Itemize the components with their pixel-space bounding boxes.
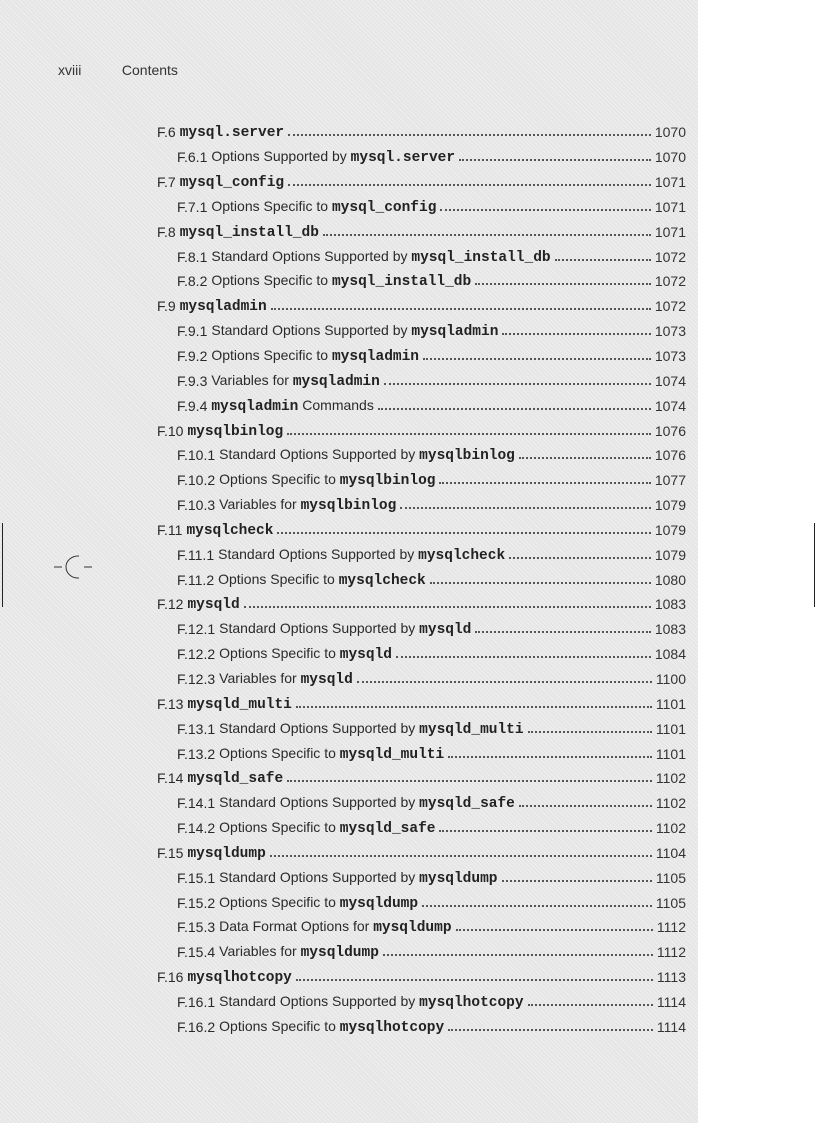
command-name: mysqld [300,671,353,688]
command-name: mysqld [419,622,472,639]
section-number: F.7.1 [177,198,208,215]
dot-leader [277,518,650,534]
toc-entry[interactable] [0,816,698,841]
section-title [187,844,265,862]
toc-entry[interactable] [0,145,698,170]
entry-page-number: 1114 [656,1018,686,1035]
dot-leader [475,617,650,633]
entry-page-number: 1083 [654,596,686,613]
dot-leader [378,394,651,410]
dot-leader [287,766,652,782]
dot-leader [475,269,651,285]
toc-entry[interactable] [0,493,698,518]
command-name: mysqld_multi [187,696,292,713]
title-text: Standard Options Supported by [219,992,420,1009]
command-name: mysqlbinlog [419,448,515,465]
section-title [219,670,353,688]
command-name: mysqldump [339,895,419,912]
title-text: Standard Options Supported by [211,322,412,339]
section-number: F.11 [157,521,183,538]
command-name: mysql_config [331,199,437,216]
command-name: mysqladmin [179,299,267,316]
section-number: F.10.3 [177,497,216,514]
entry-page-number: 1084 [654,646,686,663]
title-text: Options Specific to [211,347,332,364]
section-title [219,819,435,837]
dot-leader [287,419,651,435]
dot-leader [448,1015,653,1031]
section-title [219,943,379,961]
entry-page-number: 1113 [656,969,686,986]
section-title [219,745,444,763]
title-text: Standard Options Supported by [211,247,412,264]
section-title [180,297,267,315]
entry-page-number: 1114 [656,993,686,1010]
toc-entry[interactable] [0,965,698,990]
dot-leader [296,692,652,708]
dot-leader [509,543,651,559]
toc-entry[interactable] [0,741,698,766]
dot-leader [528,990,653,1006]
dot-leader [244,592,651,608]
section-title [219,1018,444,1036]
command-name: mysqlhotcopy [419,994,524,1011]
entry-page-number: 1073 [654,323,686,340]
toc-entry[interactable] [0,319,698,344]
section-title [180,223,319,241]
dot-leader [502,319,650,335]
toc-entry[interactable] [0,865,698,890]
section-title [219,720,523,738]
section-title [219,620,471,638]
section-title [180,173,284,191]
entry-page-number: 1079 [654,521,686,538]
section-number: F.9.2 [177,348,208,365]
section-number: F.9 [157,298,176,315]
title-text: Options Specific to [211,197,332,214]
entry-page-number: 1079 [654,546,686,563]
section-number: F.13.2 [177,745,216,762]
command-name: mysqld [339,647,392,664]
toc-entry[interactable] [0,691,698,716]
section-number: F.10.1 [177,447,216,464]
section-title [219,918,451,936]
title-text: Variables for [219,943,301,960]
dot-leader [440,195,650,211]
section-title [219,794,515,812]
section-title [211,272,471,290]
running-title: Contents [121,62,178,78]
entry-page-number: 1080 [654,571,686,588]
dot-leader [528,717,652,733]
section-number: F.9.1 [177,323,208,340]
entry-page-number: 1079 [654,497,686,514]
command-name: mysqlhotcopy [187,970,292,987]
dot-leader [270,841,652,857]
entry-page-number: 1072 [654,248,686,265]
section-number: F.12.1 [177,621,216,638]
entry-page-number: 1101 [655,695,686,712]
section-number: F.11.2 [177,571,215,588]
section-title [211,372,379,390]
section-number: F.7 [157,174,176,191]
section-number: F.6 [157,124,176,141]
section-number: F.15.2 [177,894,216,911]
command-name: mysqlbinlog [300,498,397,515]
command-name: mysqladmin [331,349,419,366]
toc-entry[interactable] [0,418,698,443]
section-title [187,769,283,787]
toc-entry[interactable] [0,667,698,692]
section-title [219,869,497,887]
section-number: F.9.4 [177,397,208,414]
dot-leader [456,915,653,931]
dot-leader [384,369,651,385]
section-title [187,422,283,440]
title-text: Standard Options Supported by [219,620,420,637]
command-name: mysqlcheck [418,547,506,564]
command-name: mysql_install_db [411,249,551,266]
title-text: Variables for [219,496,301,513]
section-title [211,198,436,216]
command-name: mysqld_safe [187,771,284,788]
toc-entry[interactable] [0,443,698,468]
registration-mark-icon [52,552,94,582]
command-name: mysqldump [373,920,452,937]
entry-page-number: 1076 [654,447,686,464]
section-title [219,446,515,464]
toc-entry[interactable] [0,642,698,667]
section-number: F.9.3 [177,372,208,389]
section-number: F.16 [157,969,184,986]
toc-entry[interactable] [0,518,698,543]
section-title [187,595,239,613]
entry-page-number: 1077 [654,472,686,489]
title-text: Variables for [211,371,293,388]
toc-entry[interactable] [0,791,698,816]
dot-leader [423,344,651,360]
title-text: Options Specific to [219,819,340,836]
toc-entry[interactable] [0,890,698,915]
dot-leader [271,294,651,310]
command-name: mysqldump [300,945,379,962]
dot-leader [422,891,652,907]
command-name: mysqldump [187,845,266,862]
title-text: Standard Options Supported by [219,794,420,811]
toc-entry[interactable] [0,294,698,319]
dot-leader [519,791,652,807]
title-text: Options Specific to [219,893,340,910]
section-number: F.12.3 [177,670,216,687]
section-title [211,148,455,166]
title-text: Options Supported by [211,148,351,165]
command-name: mysqld_multi [419,721,524,738]
entry-page-number: 1112 [656,919,686,936]
entry-page-number: 1100 [655,670,686,687]
toc-entry[interactable] [0,468,698,493]
section-number: F.14.1 [177,795,216,812]
entry-page-number: 1072 [654,273,686,290]
title-text: Options Specific to [219,1017,340,1034]
section-title [211,322,498,340]
toc-entry[interactable] [0,716,698,741]
command-name: mysqlcheck [338,572,426,589]
command-name: mysql.server [179,125,285,142]
section-number: F.11.1 [177,546,215,563]
command-name: mysqld [187,597,240,614]
toc-entry[interactable] [0,840,698,865]
table-of-contents [0,120,698,1039]
page-number: xviii [58,62,82,78]
toc-entry[interactable] [0,542,698,567]
title-text: Options Specific to [219,471,340,488]
toc-entry[interactable] [0,219,698,244]
toc-entry[interactable] [0,1014,698,1039]
toc-entry[interactable] [0,195,698,220]
crop-mark-left [2,523,3,607]
section-title [219,894,418,912]
section-number: F.16.1 [177,993,216,1010]
command-name: mysql_install_db [179,224,319,241]
dot-leader [502,866,652,882]
toc-entry[interactable] [0,344,698,369]
entry-page-number: 1070 [654,149,686,166]
crop-mark-right [814,523,815,607]
entry-page-number: 1102 [655,820,686,837]
dot-leader [288,170,651,186]
dot-leader [383,940,653,956]
section-title [218,546,505,564]
section-number: F.13.1 [177,720,216,737]
section-title [219,645,392,663]
entry-page-number: 1074 [654,372,686,389]
dot-leader [357,667,652,683]
toc-entry[interactable] [0,244,698,269]
section-title [211,397,373,415]
command-name: mysqlhotcopy [339,1019,445,1036]
section-number: F.15.3 [177,919,216,936]
entry-page-number: 1105 [655,869,686,886]
section-number: F.15.4 [177,944,216,961]
title-text: Options Specific to [218,570,339,587]
command-name: mysql_config [179,175,285,192]
title-text: Standard Options Supported by [219,868,420,885]
toc-entry[interactable] [0,368,698,393]
dot-leader [296,965,653,981]
entry-page-number: 1071 [654,198,686,215]
entry-page-number: 1071 [654,223,686,240]
section-number: F.6.1 [177,149,208,166]
title-text: Options Specific to [219,744,340,761]
command-name: mysqladmin [411,324,499,341]
toc-entry[interactable] [0,915,698,940]
toc-entry[interactable] [0,766,698,791]
command-name: mysql_install_db [331,274,472,291]
title-text: Options Specific to [219,645,340,662]
toc-entry[interactable] [0,170,698,195]
section-number: F.10.2 [177,472,216,489]
section-title [187,695,291,713]
entry-page-number: 1104 [655,844,686,861]
dot-leader [448,742,652,758]
dot-leader [459,145,651,161]
entry-page-number: 1073 [654,348,686,365]
command-name: mysqldump [419,870,498,887]
section-title [186,521,273,539]
toc-entry[interactable] [0,567,698,592]
section-number: F.14 [157,770,184,787]
command-name: mysql.server [350,150,456,167]
entry-page-number: 1074 [654,397,686,414]
section-title [211,347,419,365]
toc-entry[interactable] [0,269,698,294]
entry-page-number: 1076 [654,422,686,439]
section-number: F.12.2 [177,646,216,663]
section-title [219,496,396,514]
title-text: Data Format Options for [219,918,374,935]
command-name: mysqladmin [211,398,299,415]
dot-leader [288,120,651,136]
command-name: mysqladmin [292,373,380,390]
title-text: Standard Options Supported by [218,545,419,562]
dot-leader [519,443,651,459]
command-name: mysqlbinlog [187,423,284,440]
command-name: mysqld_safe [339,821,436,838]
section-number: F.15 [157,844,184,861]
section-number: F.14.2 [177,820,216,837]
toc-entry[interactable] [0,940,698,965]
dot-leader [323,220,651,236]
entry-page-number: 1101 [655,745,686,762]
dot-leader [396,642,651,658]
section-title [211,248,550,266]
dot-leader [439,816,651,832]
entry-page-number: 1070 [654,124,686,141]
section-title [219,993,523,1011]
title-text: Options Specific to [211,272,332,289]
section-title [219,471,435,489]
title-text: Variables for [219,669,301,686]
command-name: mysqlcheck [186,522,274,539]
section-number: F.8.1 [177,248,208,265]
section-number: F.16.2 [177,1018,216,1035]
section-number: F.13 [157,695,184,712]
section-number: F.15.1 [177,869,216,886]
dot-leader [555,245,651,261]
dot-leader [439,468,650,484]
dot-leader [430,568,651,584]
toc-entry[interactable] [0,120,698,145]
title-text: Commands [298,396,374,413]
entry-page-number: 1071 [654,174,686,191]
entry-page-number: 1112 [656,944,686,961]
section-number: F.8 [157,223,176,240]
command-name: mysqld_safe [419,796,515,813]
running-header [58,62,178,78]
command-name: mysqlbinlog [339,473,436,490]
title-text: Standard Options Supported by [219,446,420,463]
toc-entry[interactable] [0,617,698,642]
entry-page-number: 1105 [655,894,686,911]
toc-entry[interactable] [0,592,698,617]
title-text: Standard Options Supported by [219,719,420,736]
entry-page-number: 1101 [655,720,686,737]
section-title [187,968,291,986]
section-title [218,571,426,589]
toc-entry[interactable] [0,990,698,1015]
section-number: F.10 [157,422,184,439]
command-name: mysqld_multi [339,746,445,763]
dot-leader [400,493,651,509]
entry-page-number: 1102 [655,795,686,812]
entry-page-number: 1083 [654,621,686,638]
entry-page-number: 1102 [655,770,686,787]
section-title [180,123,284,141]
section-number: F.8.2 [177,273,208,290]
section-number: F.12 [157,596,184,613]
entry-page-number: 1072 [654,298,686,315]
toc-entry[interactable] [0,393,698,418]
